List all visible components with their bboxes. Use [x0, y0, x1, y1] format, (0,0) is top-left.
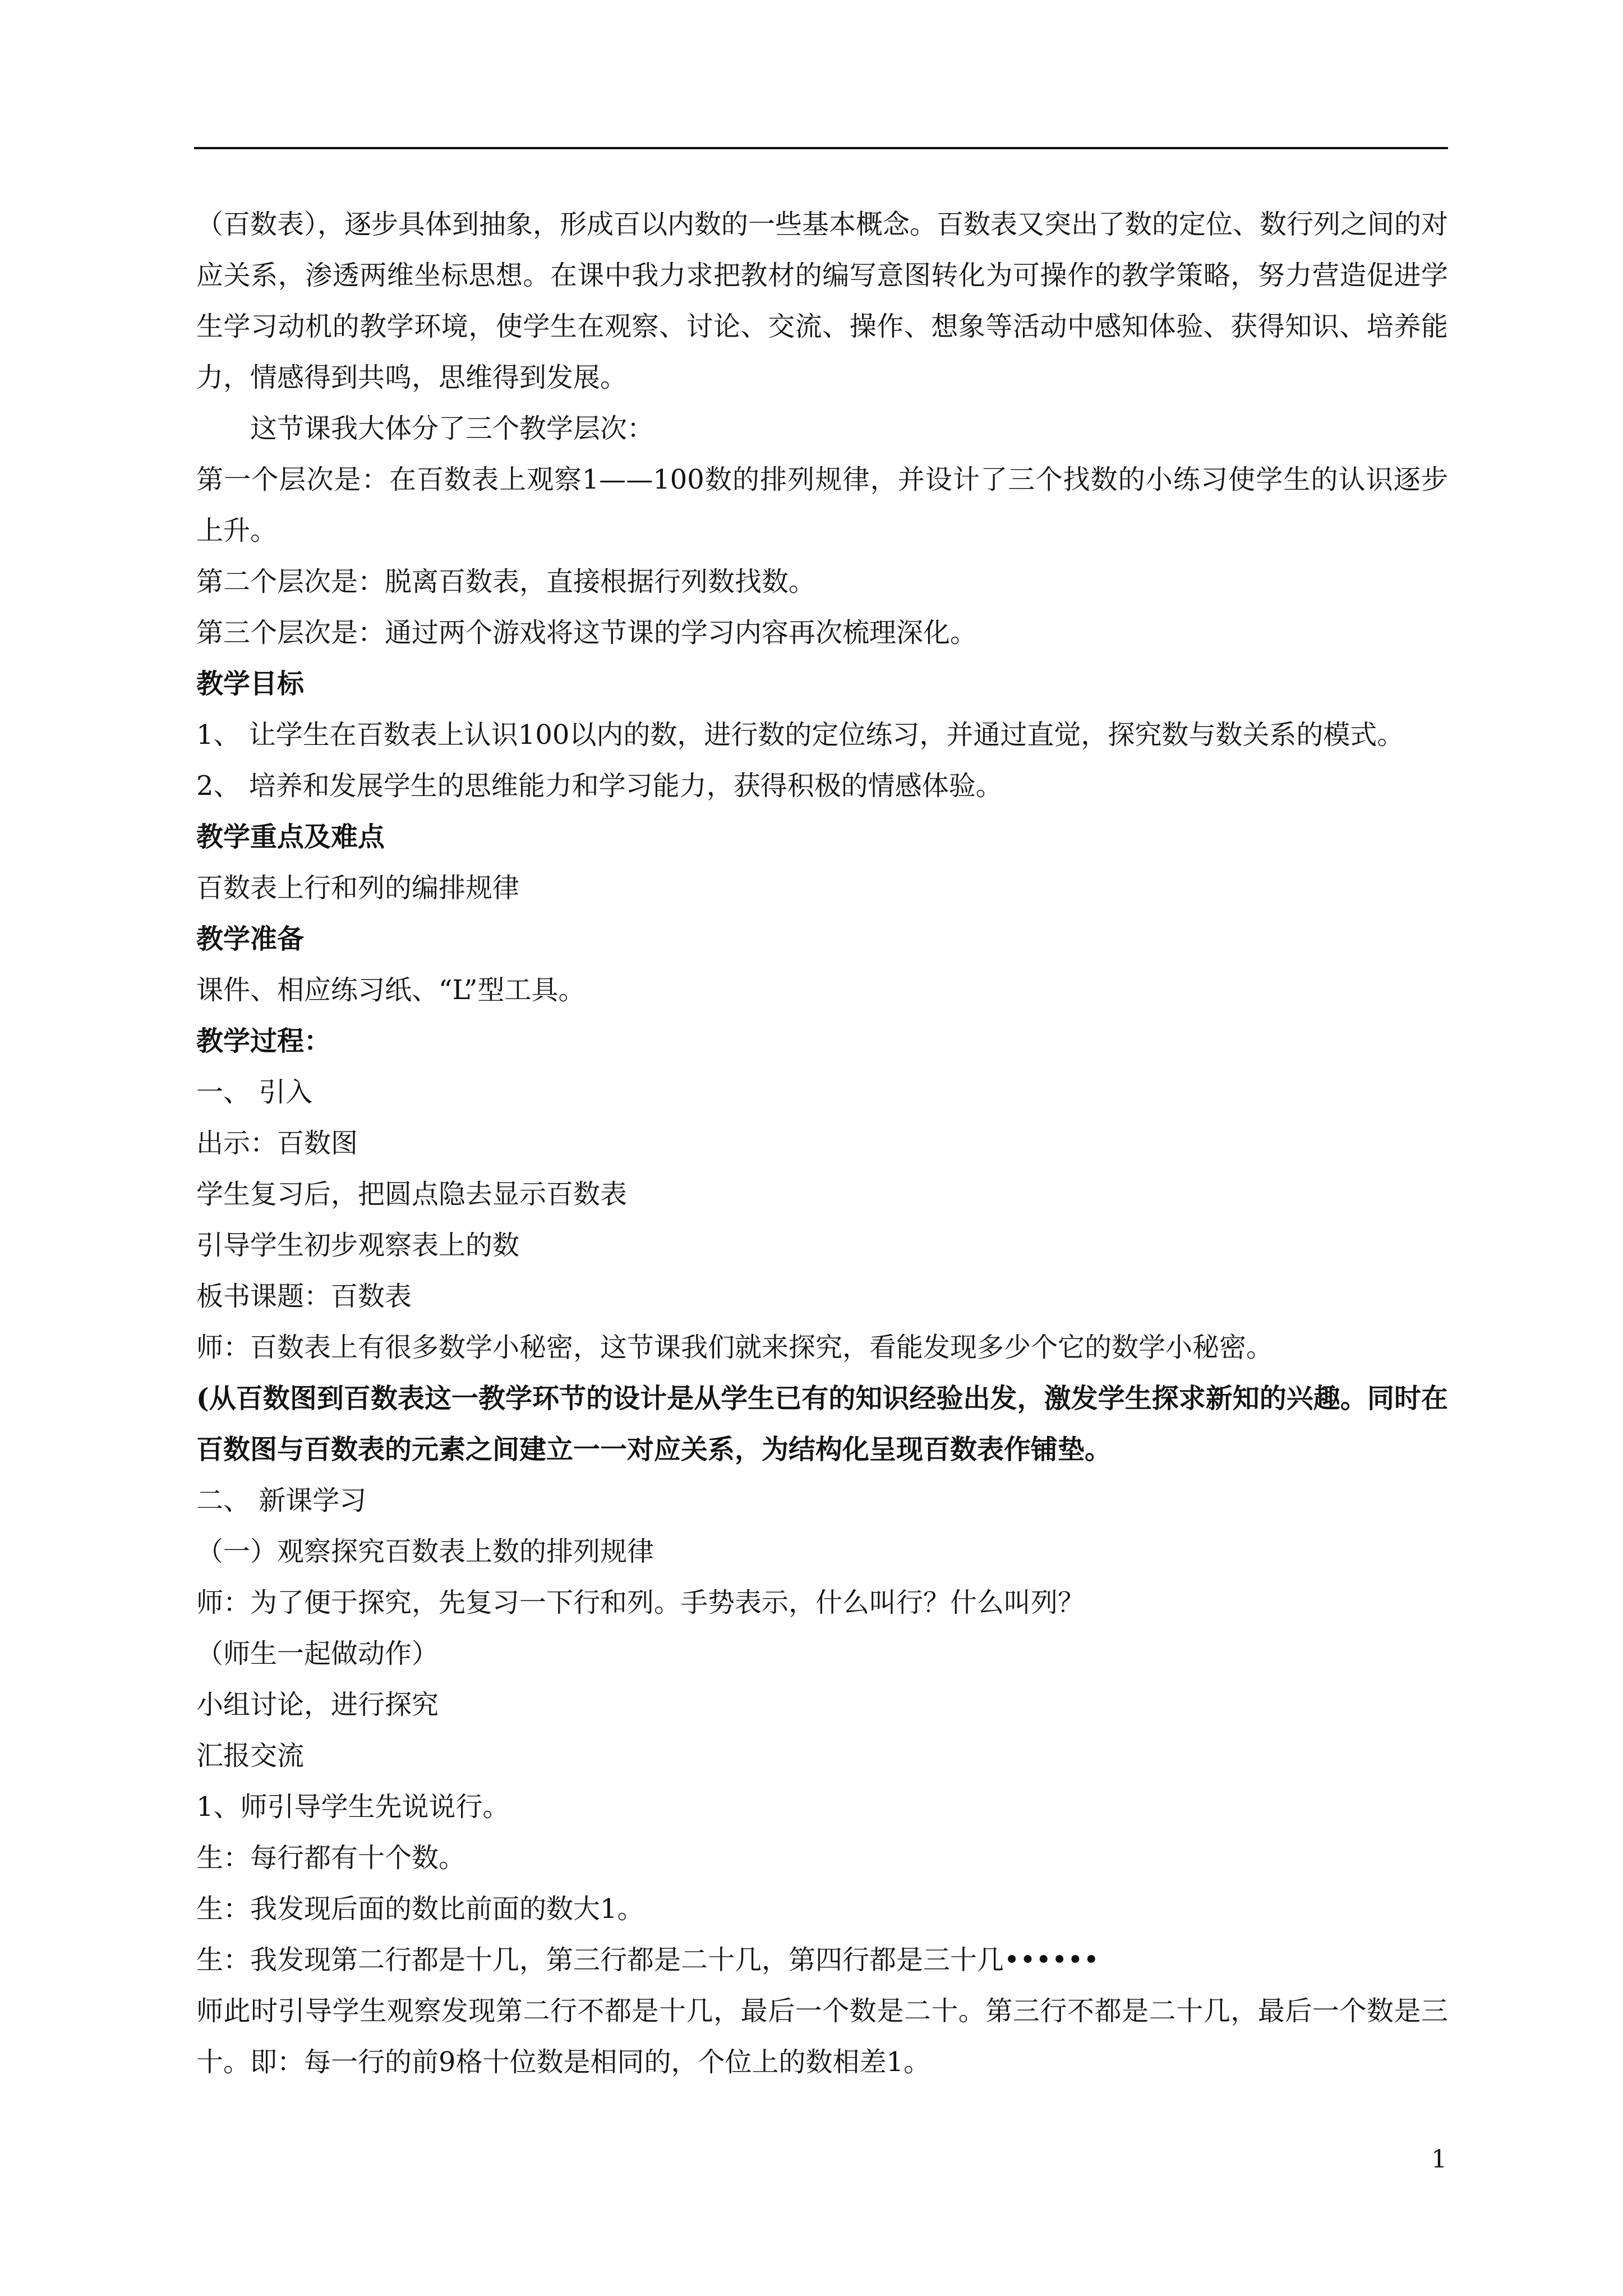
- process-line: 汇报交流: [196, 1740, 305, 1772]
- heading-process: 教学过程：: [196, 1025, 331, 1057]
- header-rule: [194, 147, 1448, 149]
- heading-teaching-goals: 教学目标: [196, 668, 305, 700]
- intro-paragraph: （百数表），逐步具体到抽象，形成百以内数的一些基本概念。百数表又突出了数的定位、数行列之间的对应关系，渗透两维坐标思想。在课中我力求把教材的编写意图转化为可操作的教学策略，努力营造促进学生学习动机的教学环境，使学生在观察、讨论、交流、操作、想象等活动中感知体验、获得知识、培养能力，情感得到共鸣，思维得到发展。: [196, 209, 1449, 393]
- heading-key-points: 教学重点及难点: [196, 821, 385, 853]
- process-line: 出示：百数图: [196, 1128, 358, 1159]
- document-body: [196, 199, 1448, 2088]
- goal-item-1: 1、 让学生在百数表上认识100以内的数，进行数的定位练习，并通过直觉，探究数与数关系的模式。: [196, 719, 1404, 751]
- teacher-guidance: 师此时引导学生观察发现第二行不都是十几，最后一个数是二十。第三行不都是二十几，最后一个数是三十。即：每一行的前9格十位数是相同的，个位上的数相差1。: [196, 1995, 1448, 2078]
- process-line: 1、师引导学生先说说行。: [196, 1791, 510, 1823]
- key-points-text: 百数表上行和列的编排规律: [196, 872, 520, 904]
- goal-item-2: 2、 培养和发展学生的思维能力和学习能力，获得积极的情感体验。: [196, 770, 1003, 802]
- teacher-line: 师：百数表上有很多数学小秘密，这节课我们就来探究，看能发现多少个它的数学小秘密。: [196, 1332, 1274, 1363]
- level-three: 第三个层次是：通过两个游戏将这节课的学习内容再次梳理深化。: [196, 617, 978, 648]
- process-line: 小组讨论，进行探究: [196, 1689, 439, 1720]
- page-number: 1: [1431, 2145, 1447, 2174]
- subsection-title: （一）观察探究百数表上数的排列规律: [196, 1536, 654, 1567]
- design-note: (从百数图到百数表这一教学环节的设计是从学生已有的知识经验出发，激发学生探求新知的兴趣。同时在百数图与百数表的元素之间建立一一对应关系，为结构化呈现百数表作铺垫。: [196, 1383, 1448, 1465]
- process-line: （师生一起做动作）: [196, 1638, 439, 1669]
- student-line: 生：我发现第二行都是十几，第三行都是二十几，第四行都是三十几••••••: [196, 1944, 1099, 1976]
- level-two: 第二个层次是：脱离百数表，直接根据行列数找数。: [196, 566, 816, 597]
- section-new-lesson: 二、 新课学习: [196, 1485, 367, 1516]
- process-line: 学生复习后，把圆点隐去显示百数表: [196, 1179, 628, 1210]
- process-line: 引导学生初步观察表上的数: [196, 1230, 520, 1261]
- level-one: 第一个层次是：在百数表上观察1——100数的排列规律，并设计了三个找数的小练习使学生的认识逐步上升。: [196, 464, 1448, 546]
- preparation-text: 课件、相应练习纸、“L”型工具。: [196, 974, 585, 1006]
- process-line: 板书课题：百数表: [196, 1281, 412, 1312]
- student-line: 生：我发现后面的数比前面的数大1。: [196, 1893, 644, 1925]
- student-line: 生：每行都有十个数。: [196, 1842, 466, 1874]
- section-introduction: 一、 引入: [196, 1076, 313, 1108]
- teacher-line: 师：为了便于探究，先复习一下行和列。手势表示，什么叫行？什么叫列？: [196, 1587, 1085, 1618]
- heading-preparation: 教学准备: [196, 923, 305, 955]
- levels-intro: 这节课我大体分了三个教学层次：: [250, 413, 654, 444]
